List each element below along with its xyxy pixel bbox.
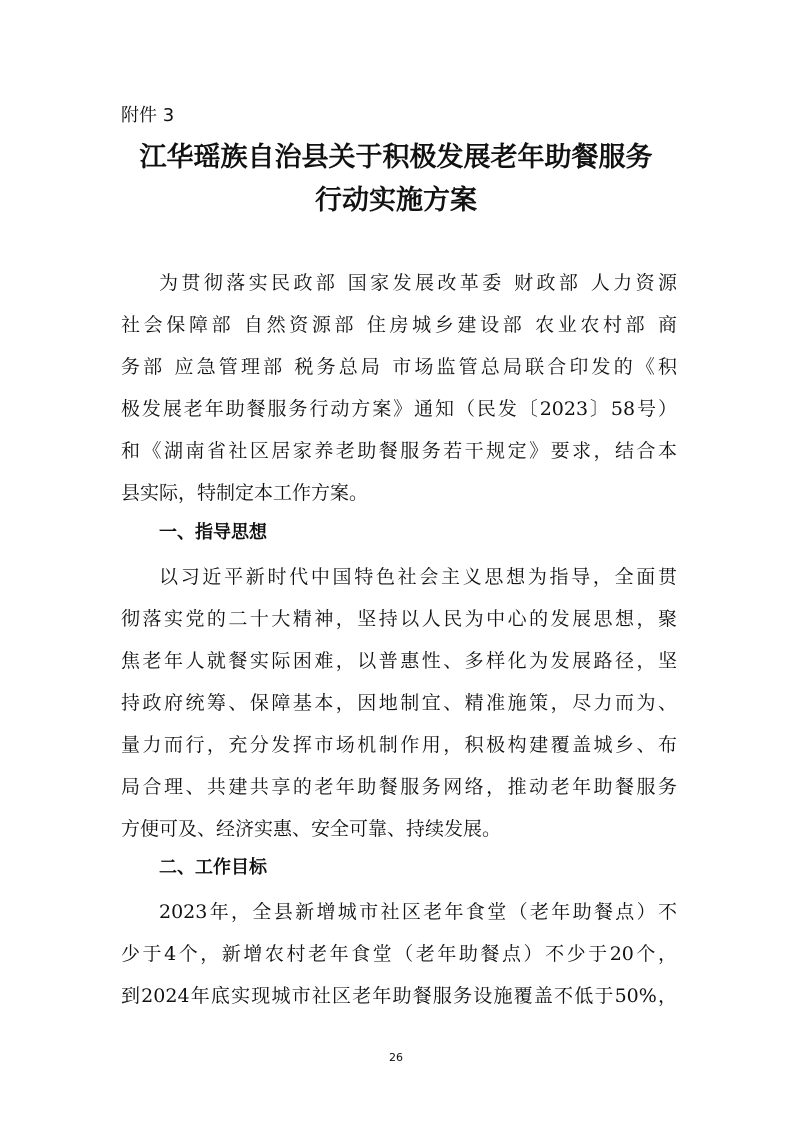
- section1-paragraph-line: 以习近平新时代中国特色社会主义思想为指导，全面贯: [159, 566, 677, 588]
- section2-paragraph-line: 到2024年底实现城市社区老年助餐服务设施覆盖不低于50%，: [121, 985, 677, 1007]
- attachment-label: 附件 3: [121, 105, 175, 126]
- section1-paragraph-line: 彻落实党的二十大精神，坚持以人民为中心的发展思想，聚: [121, 608, 677, 630]
- section1-paragraph-line: 量力而行，充分发挥市场机制作用，积极构建覆盖城乡、布: [121, 734, 677, 756]
- section1-paragraph-line: 焦老年人就餐实际困难，以普惠性、多样化为发展路径，坚: [121, 650, 677, 672]
- section-heading-guiding-ideology: 一、指导思想: [159, 522, 267, 543]
- intro-paragraph-line: 和《湖南省社区居家养老助餐服务若干规定》要求，结合本: [121, 440, 677, 462]
- section2-paragraph-line: 少于4个，新增农村老年食堂（老年助餐点）不少于20个，: [121, 943, 677, 965]
- section1-paragraph-line: 持政府统筹、保障基本，因地制宜、精准施策，尽力而为、: [121, 692, 677, 714]
- section1-paragraph-line: 局合理、共建共享的老年助餐服务网络，推动老年助餐服务: [121, 776, 677, 798]
- intro-paragraph-line: 社会保障部 自然资源部 住房城乡建设部 农业农村部 商: [121, 314, 677, 336]
- section2-paragraph-line: 2023年，全县新增城市社区老年食堂（老年助餐点）不: [159, 901, 677, 923]
- section-heading-work-goals: 二、工作目标: [159, 857, 267, 878]
- intro-paragraph-line: 为贯彻落实民政部 国家发展改革委 财政部 人力资源: [159, 272, 677, 294]
- page-number: 26: [389, 1051, 403, 1064]
- intro-paragraph-line: 务部 应急管理部 税务总局 市场监管总局联合印发的《积: [121, 356, 677, 378]
- section1-paragraph-line: 方便可及、经济实惠、安全可靠、持续发展。: [121, 818, 502, 840]
- intro-paragraph-line: 极发展老年助餐服务行动方案》通知（民发〔2023〕58号）: [121, 398, 677, 420]
- intro-paragraph-line: 县实际，特制定本工作方案。: [121, 482, 369, 504]
- document-title-line-1: 江华瑶族自治县关于积极发展老年助餐服务: [139, 142, 653, 173]
- document-title-line-2: 行动实施方案: [315, 185, 477, 216]
